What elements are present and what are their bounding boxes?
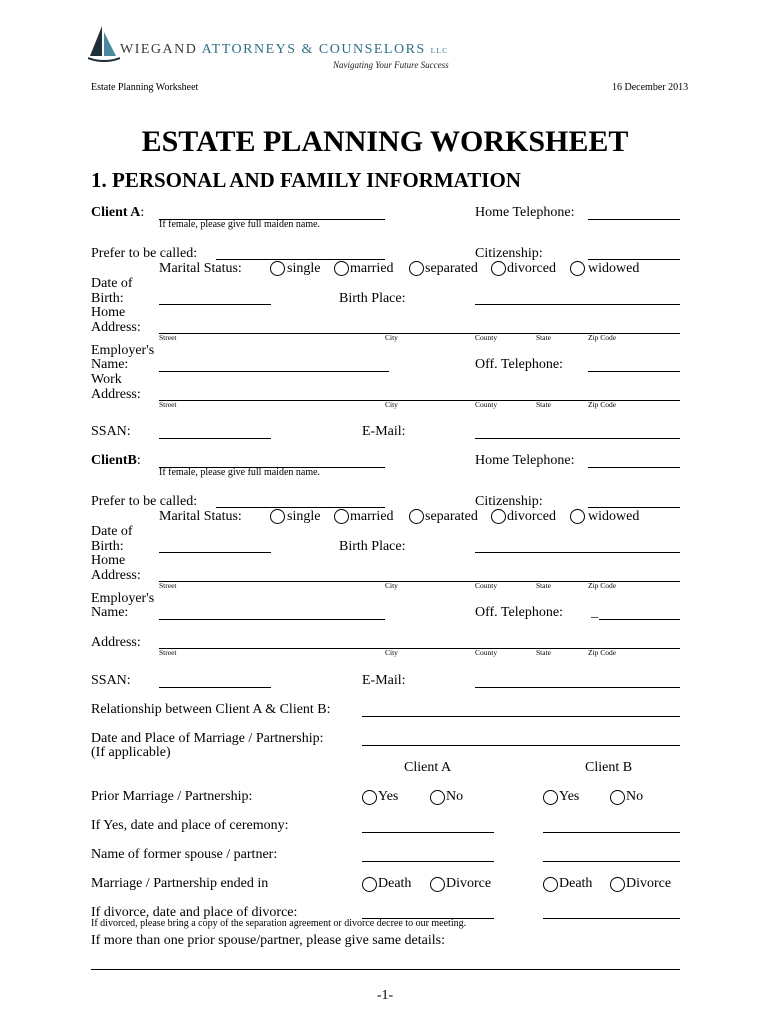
client-a-label xyxy=(91,205,144,221)
employers-label: Employer's xyxy=(91,591,155,606)
office-telephone-label: Off. Telephone: xyxy=(475,357,563,372)
former-spouse-label: Name of former spouse / partner: xyxy=(91,847,278,862)
client-b-death-radio[interactable] xyxy=(543,877,558,892)
header-left: Estate Planning Worksheet xyxy=(91,82,199,93)
client-b-divorce-label: Divorce xyxy=(626,876,672,891)
city-caption: City xyxy=(385,581,398,590)
zip-caption: Zip Code xyxy=(588,400,617,409)
state-caption: State xyxy=(536,581,551,590)
marital-separated-radio[interactable] xyxy=(409,509,424,524)
birth-place-field[interactable] xyxy=(475,552,680,553)
marital-married-label: married xyxy=(350,509,394,524)
logo-sailboat-icon xyxy=(88,24,120,64)
client-a-column-header: Client A xyxy=(404,760,452,775)
state-caption: State xyxy=(536,333,551,342)
logo-name xyxy=(120,42,448,58)
ceremony-label: If Yes, date and place of ceremony: xyxy=(91,818,289,833)
citizenship-field[interactable] xyxy=(588,507,680,508)
client-a-former-spouse-field[interactable] xyxy=(362,861,494,862)
ssan-label: SSAN: xyxy=(91,673,131,688)
marriage-ended-label: Marriage / Partnership ended in xyxy=(91,876,269,891)
client-a-yes-radio[interactable] xyxy=(362,790,377,805)
marital-single-label: single xyxy=(287,261,321,276)
divorce-date-place-label: If divorce, date and place of divorce: xyxy=(91,905,298,920)
client-a-ceremony-field[interactable] xyxy=(362,832,494,833)
prefer-label: Prefer to be called: xyxy=(91,494,198,509)
citizenship-label: Citizenship: xyxy=(475,494,543,509)
city-caption: City xyxy=(385,648,398,657)
colon: : xyxy=(136,453,141,468)
office-telephone-field[interactable] xyxy=(588,371,680,372)
marital-married-radio[interactable] xyxy=(334,509,349,524)
work-address-label: Address: xyxy=(91,635,141,650)
client-a-death-radio[interactable] xyxy=(362,877,377,892)
client-b-no-radio[interactable] xyxy=(610,790,625,805)
relationship-label: Relationship between Client A & Client B: xyxy=(91,702,331,717)
home-telephone-field[interactable] xyxy=(588,219,680,220)
client-a-label-text: Client A xyxy=(91,205,141,220)
birth-date-field[interactable] xyxy=(159,304,271,305)
employer-name-label: Name: xyxy=(91,357,129,372)
city-caption: City xyxy=(385,400,398,409)
home-telephone-field[interactable] xyxy=(588,467,680,468)
marital-divorced-label: divorced xyxy=(507,261,556,276)
if-applicable-label: (If applicable) xyxy=(91,745,171,760)
colon: : xyxy=(140,205,145,220)
client-b-death-label: Death xyxy=(559,876,593,891)
client-b-column-header: Client B xyxy=(585,760,633,775)
marriage-date-place-field[interactable] xyxy=(362,745,680,746)
street-caption: Street xyxy=(159,648,177,657)
page-number: -1- xyxy=(376,988,394,1003)
marital-single-radio[interactable] xyxy=(270,509,285,524)
more-spouses-label: If more than one prior spouse/partner, please give same details: xyxy=(91,933,445,948)
marital-widowed-label: widowed xyxy=(588,509,640,524)
state-caption: State xyxy=(536,648,551,657)
county-caption: County xyxy=(475,333,498,342)
county-caption: County xyxy=(475,400,498,409)
marital-separated-radio[interactable] xyxy=(409,261,424,276)
maiden-note: If female, please give full maiden name. xyxy=(159,467,321,478)
client-b-divorce-field[interactable] xyxy=(543,918,680,919)
ssan-label: SSAN: xyxy=(91,424,131,439)
client-a-no-radio[interactable] xyxy=(430,790,445,805)
date-of-label: Date of xyxy=(91,524,133,539)
client-b-yes-radio[interactable] xyxy=(543,790,558,805)
client-b-ceremony-field[interactable] xyxy=(543,832,680,833)
street-caption: Street xyxy=(159,333,177,342)
ssan-field[interactable] xyxy=(159,687,271,688)
email-field[interactable] xyxy=(475,687,680,688)
marital-separated-label: separated xyxy=(425,509,478,524)
client-a-yes-label: Yes xyxy=(378,789,399,804)
street-caption: Street xyxy=(159,400,177,409)
page-title: ESTATE PLANNING WORKSHEET xyxy=(141,125,629,158)
employer-name-field[interactable] xyxy=(159,619,385,620)
marital-separated-label: separated xyxy=(425,261,478,276)
employer-name-label: Name: xyxy=(91,605,129,620)
marital-single-radio[interactable] xyxy=(270,261,285,276)
divorce-decree-note: If divorced, please bring a copy of the separation agreement or divorce decree to our meeting. xyxy=(91,918,467,929)
client-b-no-label: No xyxy=(626,789,644,804)
zip-caption: Zip Code xyxy=(588,333,617,342)
citizenship-label: Citizenship: xyxy=(475,246,543,261)
client-a-death-label: Death xyxy=(378,876,412,891)
marital-label: Marital Status: xyxy=(159,509,242,524)
employer-name-field[interactable] xyxy=(159,371,389,372)
email-label: E-Mail: xyxy=(362,673,406,688)
work-label: Work xyxy=(91,372,122,387)
client-b-former-spouse-field[interactable] xyxy=(543,861,680,862)
birth-place-field[interactable] xyxy=(475,304,680,305)
home-telephone-label: Home Telephone: xyxy=(475,453,575,468)
prefer-label: Prefer to be called: xyxy=(91,246,198,261)
zip-caption: Zip Code xyxy=(588,648,617,657)
home-label: Home xyxy=(91,553,126,568)
more-spouses-field[interactable] xyxy=(91,969,680,970)
employers-label: Employer's xyxy=(91,343,155,358)
street-caption: Street xyxy=(159,581,177,590)
client-b-yes-label: Yes xyxy=(559,789,580,804)
birth-label: Birth: xyxy=(91,539,124,554)
client-a-divorce-label: Divorce xyxy=(446,876,492,891)
marital-divorced-radio[interactable] xyxy=(491,261,506,276)
date-of-label: Date of xyxy=(91,276,133,291)
client-a-divorce-radio[interactable] xyxy=(430,877,445,892)
citizenship-field[interactable] xyxy=(588,259,680,260)
marital-divorced-radio[interactable] xyxy=(491,509,506,524)
ssan-field[interactable] xyxy=(159,438,271,439)
marital-widowed-radio[interactable] xyxy=(570,509,585,524)
client-b-label xyxy=(91,453,141,469)
client-b-divorce-radio[interactable] xyxy=(610,877,625,892)
logo-name-b: ATTORNEYS & COUNSELORS xyxy=(201,42,426,57)
home-telephone-label: Home Telephone: xyxy=(475,205,575,220)
client-a-no-label: No xyxy=(446,789,464,804)
maiden-note: If female, please give full maiden name. xyxy=(159,219,321,230)
zip-caption: Zip Code xyxy=(588,581,617,590)
county-caption: County xyxy=(475,648,498,657)
marital-married-radio[interactable] xyxy=(334,261,349,276)
state-caption: State xyxy=(536,400,551,409)
marital-single-label: single xyxy=(287,509,321,524)
logo-name-a: WIEGAND xyxy=(120,42,198,57)
office-telephone-label: Off. Telephone: xyxy=(475,605,563,620)
address-label: Address: xyxy=(91,320,141,335)
city-caption: City xyxy=(385,333,398,342)
marital-widowed-label: widowed xyxy=(588,261,640,276)
relationship-field[interactable] xyxy=(362,716,680,717)
birth-label: Birth: xyxy=(91,291,124,306)
header-date: 16 December 2013 xyxy=(612,82,689,93)
address-label: Address: xyxy=(91,568,141,583)
email-label: E-Mail: xyxy=(362,424,406,439)
birth-place-label: Birth Place: xyxy=(339,291,406,306)
marriage-date-place-label: Date and Place of Marriage / Partnership: xyxy=(91,731,324,746)
logo-tagline: Navigating Your Future Success xyxy=(333,60,449,70)
logo-llc: LLC xyxy=(430,47,449,55)
marital-label: Marital Status: xyxy=(159,261,242,276)
birth-date-field[interactable] xyxy=(159,552,271,553)
email-field[interactable] xyxy=(475,438,680,439)
marital-married-label: married xyxy=(350,261,394,276)
work-address-label: Address: xyxy=(91,387,141,402)
section-title: 1. PERSONAL AND FAMILY INFORMATION xyxy=(91,168,521,192)
marital-divorced-label: divorced xyxy=(507,509,556,524)
prefer-field[interactable] xyxy=(216,259,385,260)
prefer-field[interactable] xyxy=(216,507,385,508)
client-b-label-text: ClientB xyxy=(91,453,137,468)
marital-widowed-radio[interactable] xyxy=(570,261,585,276)
underscore: _ xyxy=(591,605,598,620)
home-label: Home xyxy=(91,305,126,320)
prior-marriage-label: Prior Marriage / Partnership: xyxy=(91,789,253,804)
birth-place-label: Birth Place: xyxy=(339,539,406,554)
county-caption: County xyxy=(475,581,498,590)
office-telephone-field[interactable] xyxy=(599,619,680,620)
